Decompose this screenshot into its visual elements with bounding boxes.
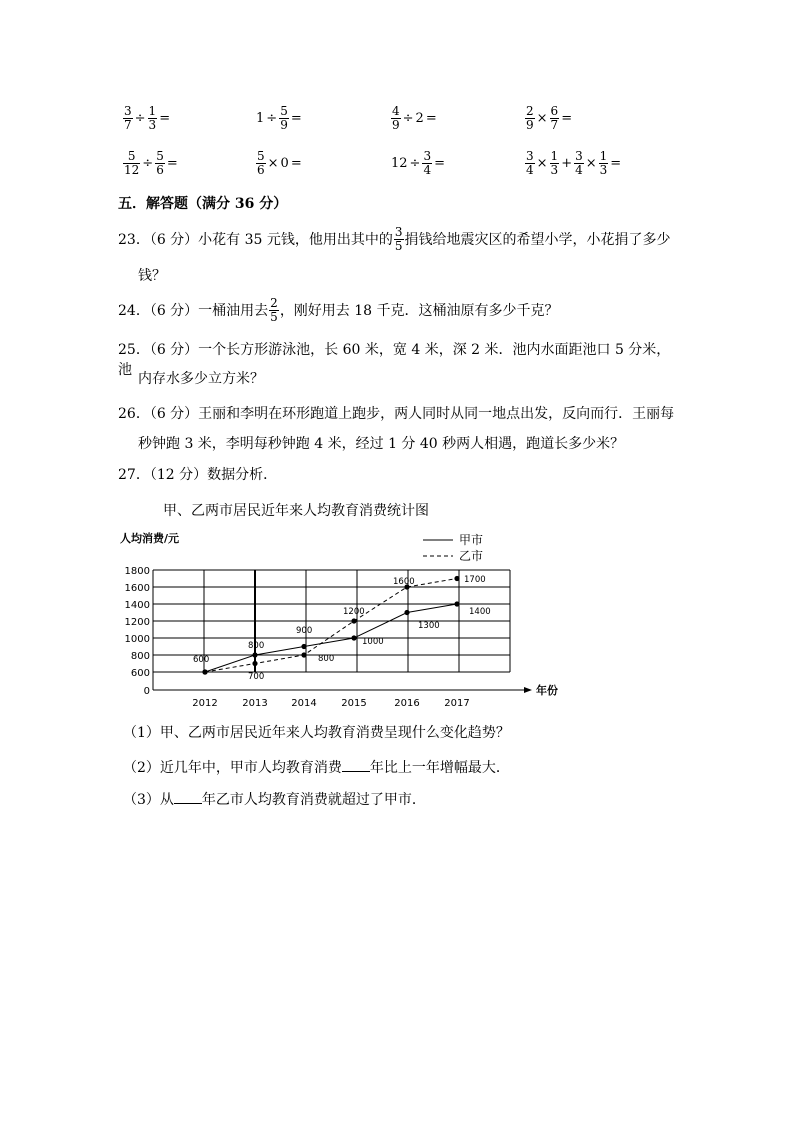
point-label: 1000 — [362, 637, 384, 647]
data-point — [351, 635, 356, 640]
question-23-cont: 钱？ — [138, 268, 166, 284]
x-tick-label: 2017 — [444, 698, 470, 709]
arith-r2-e3: 12 ÷ $\frac{3}{4}$ = — [391, 148, 445, 177]
point-label: 800 — [248, 641, 265, 651]
question-25-cont: 内存水多少立方米？ — [138, 371, 264, 387]
x-tick-label: 2016 — [394, 698, 420, 709]
data-point — [454, 576, 459, 581]
y-tick-label: 1800 — [124, 566, 150, 577]
data-point — [301, 644, 306, 649]
arith-r2-e2: $\frac{5}{6}$ × 0 = — [257, 148, 302, 177]
data-point — [202, 669, 207, 674]
question-24: 24．（6 分）一桶油用去 $\frac{2}{5}$ ，刚好用去 18 千克．这桶油原有多少千克？ — [118, 296, 559, 324]
point-label: 1300 — [418, 621, 440, 631]
question-23: 23．（6 分）小花有 35 元钱，他用出其中的 $\frac{3}{5}$ 捐钱给地震灾区的希望小学，小花捐了多少 — [118, 225, 671, 253]
chart-title: 甲、乙两市居民近年来人均教育消费统计图 — [163, 503, 429, 519]
point-label: 1600 — [393, 577, 415, 587]
x-axis-arrow — [524, 687, 532, 693]
answer-blank-3[interactable] — [174, 789, 202, 804]
y-tick-label: 1400 — [124, 600, 150, 611]
arith-r2-e4: $\frac{3}{4}$ × $\frac{1}{3}$ + $\frac{3}{4}$ × $\frac{1}{3}$ = — [526, 148, 622, 177]
chart-legend — [423, 533, 483, 563]
arith-r2-e1: $\frac{5}{12}$ ÷ $\frac{5}{6}$ = — [124, 148, 178, 177]
point-label: 700 — [248, 672, 265, 682]
arith-r1-e1: $\frac{3}{7}$ ÷ $\frac{1}{3}$ = — [124, 103, 171, 132]
subquestion-2: （2）近几年中，甲市人均教育消费 年比上一年增幅最大． — [123, 757, 683, 778]
x-tick-label: 2014 — [291, 698, 317, 709]
question-27: 27．（12 分）数据分析． — [118, 467, 278, 483]
y-tick-label: 1200 — [124, 617, 150, 628]
arith-r1-e3: $\frac{4}{9}$ ÷ 2 = — [392, 103, 437, 132]
x-tick-label: 2013 — [242, 698, 268, 709]
section-title: 五．解答题（满分 36 分） — [118, 196, 288, 212]
arith-r1-e2: 1 ÷ $\frac{5}{9}$ = — [256, 103, 302, 132]
arith-r1-e4: $\frac{2}{9}$ × $\frac{6}{7}$ = — [526, 103, 573, 132]
y-tick-label: 0 — [143, 686, 150, 697]
y-tick-label: 600 — [130, 668, 150, 679]
point-label: 1200 — [343, 607, 365, 617]
data-point — [454, 601, 459, 606]
data-point — [351, 618, 356, 623]
chart-axes — [120, 531, 558, 709]
chart-labels — [193, 575, 491, 682]
point-label: 1400 — [469, 607, 491, 617]
question-26-cont: 秒钟跑 3 米，李明每秒钟跑 4 米，经过 1 分 40 秒两人相遇，跑道长多少米？ — [138, 436, 625, 452]
legend-label: 乙市 — [459, 549, 484, 563]
point-label: 800 — [318, 654, 335, 664]
x-tick-label: 2015 — [341, 698, 367, 709]
point-label: 900 — [296, 626, 313, 636]
data-point — [404, 610, 409, 615]
question-25: 25．（6 分）一个长方形游泳池，长 60 米，宽 4 米，深 2 米．池内水面距池口 5 分米，池 — [118, 342, 671, 378]
x-tick-label: 2012 — [192, 698, 218, 709]
y-axis-label: 人均消费/元 — [120, 532, 180, 545]
y-tick-label: 1000 — [124, 634, 150, 645]
point-label: 1700 — [464, 575, 486, 585]
answer-blank-2[interactable] — [342, 757, 370, 772]
subquestion-3: （3）从 年乙市人均教育消费就超过了甲市． — [123, 789, 683, 810]
data-point — [252, 661, 257, 666]
legend-label: 甲市 — [459, 533, 484, 547]
point-label: 600 — [193, 655, 210, 665]
x-axis-label: 年份 — [536, 684, 558, 697]
y-tick-label: 1600 — [124, 583, 150, 594]
y-tick-label: 800 — [130, 651, 150, 662]
data-point — [301, 652, 306, 657]
data-point — [252, 652, 257, 657]
question-26: 26．（6 分）王丽和李明在环形跑道上跑步，两人同时从同一地点出发，反向而行．王丽每 — [118, 406, 675, 422]
subquestion-1: （1）甲、乙两市居民近年来人均教育消费呈现什么变化趋势？ — [123, 725, 510, 741]
line-chart — [113, 526, 558, 711]
